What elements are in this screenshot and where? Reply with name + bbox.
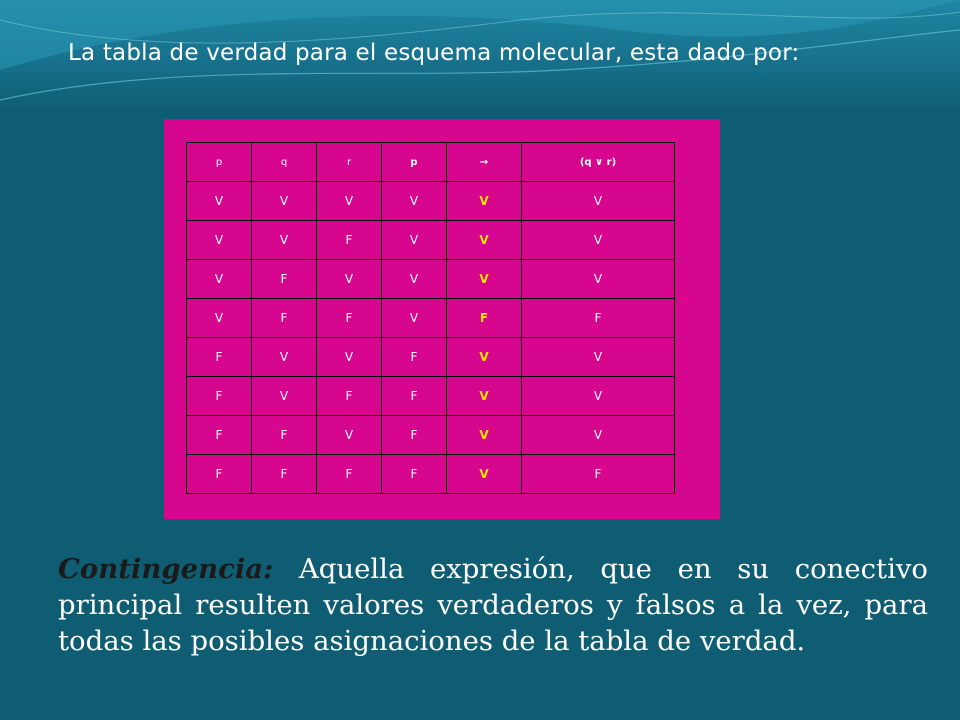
table-row xyxy=(187,338,675,377)
table-cell: V xyxy=(252,182,317,221)
table-cell: F xyxy=(317,377,382,416)
main-connective-cell: V xyxy=(447,182,522,221)
table-row xyxy=(187,260,675,299)
table-cell: V xyxy=(382,221,447,260)
table-cell: F xyxy=(252,299,317,338)
main-connective-cell: V xyxy=(447,377,522,416)
table-cell: V xyxy=(382,299,447,338)
table-cell: F xyxy=(382,455,447,494)
table-cell: V xyxy=(382,182,447,221)
table-cell: F xyxy=(522,455,675,494)
truth-table xyxy=(186,142,675,494)
table-row xyxy=(187,182,675,221)
definition-text: Aquella expresión, que en su conectivo principal resulten valores verdaderos y falsos a la vez, para todas las posibles asignaciones de la tabla de verdad. xyxy=(58,553,928,657)
main-connective-cell: V xyxy=(447,416,522,455)
table-cell: F xyxy=(187,455,252,494)
table-cell: F xyxy=(187,416,252,455)
definition-paragraph xyxy=(58,551,928,659)
table-cell: V xyxy=(252,338,317,377)
table-row xyxy=(187,299,675,338)
table-row xyxy=(187,377,675,416)
main-connective-cell: V xyxy=(447,455,522,494)
table-row xyxy=(187,221,675,260)
table-cell: V xyxy=(317,416,382,455)
table-cell: V xyxy=(187,221,252,260)
table-cell: F xyxy=(317,455,382,494)
table-cell: V xyxy=(187,182,252,221)
table-header-cell: r xyxy=(317,143,382,182)
table-cell: V xyxy=(382,260,447,299)
definition-term: Contingencia: xyxy=(58,553,274,585)
table-cell: F xyxy=(317,221,382,260)
table-cell: V xyxy=(317,260,382,299)
table-cell: V xyxy=(252,221,317,260)
table-header-cell: q xyxy=(252,143,317,182)
table-cell: V xyxy=(317,182,382,221)
main-connective-cell: V xyxy=(447,338,522,377)
table-cell: F xyxy=(252,260,317,299)
table-header-cell: p xyxy=(382,143,447,182)
table-cell: V xyxy=(522,182,675,221)
table-cell: F xyxy=(382,416,447,455)
table-cell: V xyxy=(522,260,675,299)
main-connective-cell: F xyxy=(447,299,522,338)
main-connective-cell: V xyxy=(447,260,522,299)
table-cell: V xyxy=(317,338,382,377)
table-cell: F xyxy=(187,377,252,416)
table-cell: F xyxy=(252,455,317,494)
table-cell: V xyxy=(522,377,675,416)
table-header-cell: → xyxy=(447,143,522,182)
table-row xyxy=(187,455,675,494)
table-cell: V xyxy=(252,377,317,416)
table-cell: F xyxy=(522,299,675,338)
table-header-cell: p xyxy=(187,143,252,182)
table-cell: F xyxy=(382,377,447,416)
main-connective-cell: V xyxy=(447,221,522,260)
table-cell: F xyxy=(382,338,447,377)
table-cell: F xyxy=(317,299,382,338)
table-cell: V xyxy=(522,221,675,260)
table-row xyxy=(187,416,675,455)
table-cell: F xyxy=(252,416,317,455)
table-header-cell: (q ∨ r) xyxy=(522,143,675,182)
table-cell: V xyxy=(187,299,252,338)
table-cell: V xyxy=(522,338,675,377)
table-cell: V xyxy=(187,260,252,299)
slide-title: La tabla de verdad para el esquema molecular, esta dado por: xyxy=(68,40,800,66)
table-cell: F xyxy=(187,338,252,377)
table-cell: V xyxy=(522,416,675,455)
table-header-row xyxy=(187,143,675,182)
